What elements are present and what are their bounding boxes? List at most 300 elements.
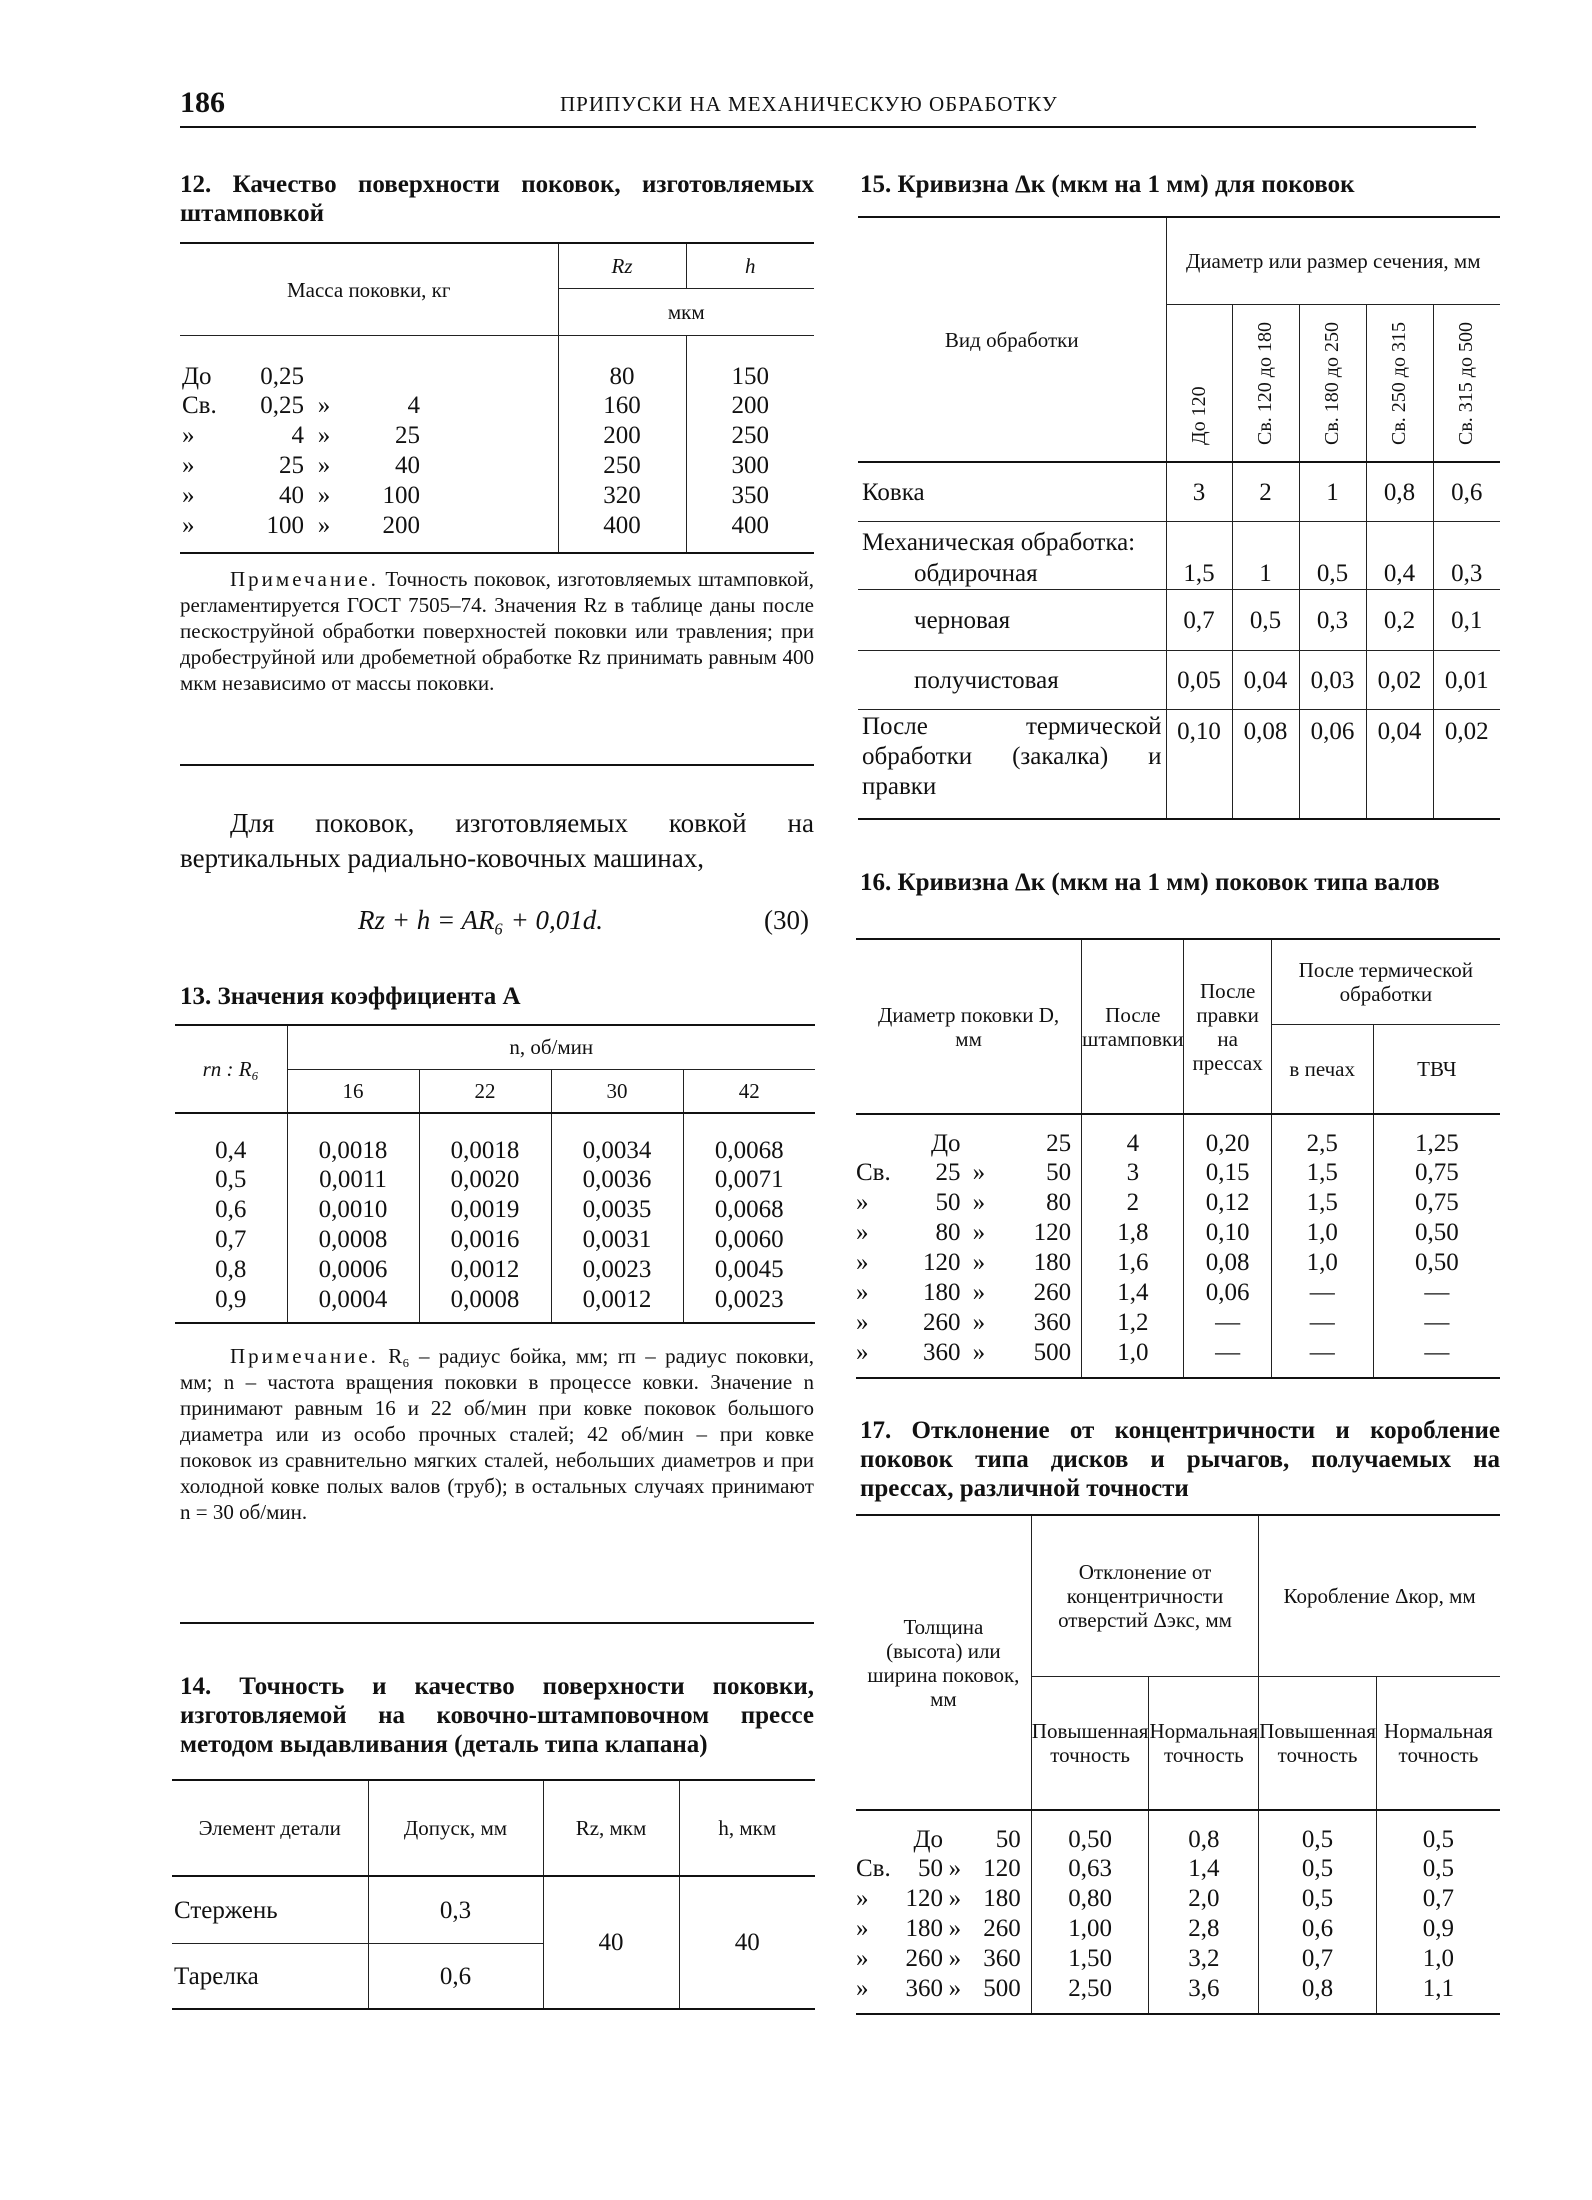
table-12-title: 12. Качество поверхности поковок, изготовляемых штамповкой	[180, 171, 814, 227]
t16-range-to: 360	[1033, 1308, 1072, 1336]
t15-row-kovka-label: Ковка	[862, 478, 925, 506]
t13-note-text: R₆ – радиус бойка, мм; rп – радиус поковки, мм; n – частота вращения поковки в процессе ковки. Значение n принимают равным 16 и 22 об/мин при ковке поковок большого диаметра или из особо прочных сталей; 42 об/мин – при ковке поковок из сравнительно мягких сталей, небольших диаметров и при холодной ковке полых валов (труб); в остальных случаях принимают n = 30 об/мин.	[180, 1344, 815, 1524]
divider	[180, 764, 814, 766]
t16-row	[856, 1157, 1500, 1187]
t12-mass-range	[180, 420, 558, 450]
t16-value: —	[1373, 1277, 1500, 1307]
t14-header-element: Элемент детали	[198, 1816, 341, 1840]
t17-row	[856, 1973, 1500, 2014]
t15-sub-header	[1232, 305, 1299, 463]
t15-cell: 0,4	[1366, 557, 1433, 590]
t16-range-sep: »	[972, 1188, 986, 1216]
t12-mass-part: 200	[382, 511, 420, 539]
t16-value: 0,10	[1184, 1217, 1271, 1247]
t13-value: 0,0008	[419, 1284, 551, 1323]
t12-header-h: h	[686, 243, 814, 289]
t16-value: 0,20	[1184, 1114, 1271, 1157]
t12-row	[180, 390, 814, 420]
t13-value: 0,0016	[419, 1224, 551, 1254]
table-12-note	[180, 566, 814, 696]
t14-h-value: 40	[679, 1876, 815, 2009]
t16-header-press: После правки на прессах	[1184, 939, 1271, 1114]
t12-mass-range	[180, 390, 558, 420]
t16-range-sep	[961, 1114, 998, 1157]
t12-mass-part: »	[317, 481, 331, 509]
t15-cell: 0,5	[1232, 590, 1299, 651]
t12-mass-part: Св.	[182, 391, 217, 419]
t12-rz-value: 250	[558, 450, 686, 480]
t13-value: 0,0006	[287, 1254, 419, 1284]
t16-value: 0,50	[1373, 1217, 1500, 1247]
t12-h-value: 300	[686, 450, 814, 480]
t17-range-to: 500	[983, 1974, 1021, 2002]
t15-cell: 0,08	[1232, 710, 1299, 820]
t16-value: 2,5	[1271, 1114, 1373, 1157]
t12-row	[180, 450, 814, 480]
t17-header-thickness: Толщина (высота) или ширина поковок, мм	[856, 1515, 1031, 1810]
t15-cell: 0,3	[1433, 557, 1500, 590]
t12-rz-value: 160	[558, 390, 686, 420]
running-title: ПРИПУСКИ НА МЕХАНИЧЕСКУЮ ОБРАБОТКУ	[560, 92, 1058, 116]
t13-header-ratio: rп : R₆	[175, 1025, 287, 1113]
t12-mass-part: 100	[266, 511, 304, 539]
t16-value: 1,25	[1373, 1114, 1500, 1157]
t16-range-prefix: Св.	[856, 1158, 891, 1186]
t14-header-tolerance: Допуск, мм	[368, 1780, 543, 1876]
t16-range-to: 25	[1046, 1130, 1072, 1157]
t15-cell: 0,3	[1299, 590, 1366, 651]
t12-mass-part: 0,25	[260, 363, 304, 390]
table-15-title: 15. Кривизна Δк (мкм на 1 мм) для поковок	[860, 171, 1355, 198]
t13-ratio: 0,9	[215, 1285, 247, 1313]
t17-range-sep: »	[948, 1854, 962, 1882]
t13-row	[175, 1254, 815, 1284]
t17-value: 0,8	[1149, 1810, 1259, 1853]
t13-n-value: 16	[287, 1069, 419, 1113]
t14-header-h: h, мкм	[679, 1780, 815, 1876]
t15-row-chern-label: черновая	[914, 606, 1011, 634]
t17-header-dev-norm: Нормальная точность	[1149, 1677, 1259, 1811]
t17-row	[856, 1913, 1500, 1943]
t17-range-from: 360	[905, 1974, 943, 2002]
t12-row	[180, 510, 814, 553]
t17-value: 1,50	[1031, 1943, 1149, 1973]
t16-row	[856, 1187, 1500, 1217]
t17-range-from: До	[913, 1826, 943, 1853]
t12-mass-part: »	[317, 421, 331, 449]
t13-value: 0,0035	[551, 1194, 683, 1224]
t13-value: 0,0011	[287, 1164, 419, 1194]
t12-mass-part: До	[182, 363, 212, 390]
t17-header-warp: Коробление Δкор, мм	[1259, 1515, 1500, 1677]
t15-cell: 0,6	[1433, 462, 1500, 522]
formula-30-number: (30)	[764, 905, 809, 935]
t16-value: —	[1373, 1307, 1500, 1337]
t16-range-to: 50	[1046, 1158, 1072, 1186]
t12-rz-value: 80	[558, 336, 686, 391]
t12-note-lead: Примечание.	[230, 567, 379, 591]
t16-value: 1,0	[1271, 1217, 1373, 1247]
t16-range-sep: »	[972, 1248, 986, 1276]
t17-range-sep	[943, 1810, 967, 1853]
formula-30: Rz + h = AR₆ + 0,01d.	[358, 905, 604, 935]
t16-range-prefix	[856, 1114, 903, 1157]
t14-tol-rod: 0,3	[368, 1876, 543, 1944]
t17-value: 1,1	[1376, 1973, 1500, 2014]
t13-row	[175, 1284, 815, 1323]
table-16-title: 16. Кривизна Δк (мкм на 1 мм) поковок типа валов	[860, 869, 1440, 896]
t16-value: 0,06	[1184, 1277, 1271, 1307]
t13-ratio: 0,5	[215, 1165, 247, 1193]
table-13-note	[180, 1343, 814, 1525]
t12-mass-part: »	[182, 451, 195, 479]
t16-range-from: 25	[935, 1158, 961, 1186]
t12-mass-part: »	[182, 421, 195, 449]
t17-range-to: 260	[983, 1914, 1021, 1942]
t17-value: 2,0	[1149, 1883, 1259, 1913]
t17-value: 0,7	[1259, 1943, 1377, 1973]
t12-mass-part: »	[182, 511, 195, 539]
t17-range-sep: »	[948, 1944, 962, 1972]
t17-value: 0,63	[1031, 1853, 1149, 1883]
t17-range-prefix: »	[856, 1974, 869, 2002]
divider	[180, 1622, 814, 1624]
t15-sub-header-text: До 120	[1187, 386, 1210, 445]
t17-value: 1,4	[1149, 1853, 1259, 1883]
t16-value: 1,4	[1082, 1277, 1184, 1307]
t12-mass-part: 4	[407, 391, 420, 419]
t17-range-to: 50	[995, 1826, 1021, 1853]
t15-cell: 0,04	[1232, 651, 1299, 710]
t16-range-from: 50	[935, 1188, 961, 1216]
t17-value: 3,2	[1149, 1943, 1259, 1973]
t12-rz-value: 200	[558, 420, 686, 450]
table-14	[172, 1779, 815, 2010]
t17-value: 2,8	[1149, 1913, 1259, 1943]
t16-row	[856, 1247, 1500, 1277]
t17-range-prefix	[856, 1810, 897, 1853]
t16-value: 1,6	[1082, 1247, 1184, 1277]
t17-value: 0,8	[1259, 1973, 1377, 2014]
t16-header-ovens: в печах	[1271, 1025, 1373, 1115]
t17-value: 0,5	[1259, 1810, 1377, 1853]
page-number: 186	[180, 86, 225, 119]
t16-value: —	[1271, 1307, 1373, 1337]
t12-mass-part: 40	[279, 481, 304, 509]
t16-range-from: 360	[923, 1338, 961, 1366]
t16-range-from: 260	[923, 1308, 961, 1336]
page-header	[180, 82, 1476, 128]
t12-mass-range	[180, 480, 558, 510]
t12-h-value: 350	[686, 480, 814, 510]
t16-range-to: 500	[1033, 1338, 1072, 1366]
t17-value: 3,6	[1149, 1973, 1259, 2014]
t12-h-value: 400	[686, 510, 814, 553]
t17-range-from: 120	[905, 1884, 943, 1912]
t15-sub-header-text: Св. 120 до 180	[1254, 322, 1276, 445]
t15-cell: 0,03	[1299, 651, 1366, 710]
t17-range-prefix: Св.	[856, 1854, 891, 1882]
t12-mass-part: 4	[291, 421, 304, 449]
t17-header-dev-high: Повышенная точность	[1031, 1677, 1149, 1811]
t13-value: 0,0023	[683, 1284, 815, 1323]
t17-range-sep: »	[948, 1974, 962, 2002]
t17-range-from: 260	[905, 1944, 943, 1972]
t16-value: 1,2	[1082, 1307, 1184, 1337]
t12-rz-value: 320	[558, 480, 686, 510]
t12-header-mass: Масса поковки, кг	[180, 243, 558, 336]
t16-value: 0,75	[1373, 1187, 1500, 1217]
t17-value: 1,0	[1376, 1943, 1500, 1973]
t16-range-prefix: »	[856, 1338, 869, 1366]
t13-value: 0,0010	[287, 1194, 419, 1224]
t16-value: 0,75	[1373, 1157, 1500, 1187]
t13-value: 0,0004	[287, 1284, 419, 1323]
t13-value: 0,0045	[683, 1254, 815, 1284]
t12-header-rz: Rz	[558, 243, 686, 289]
t17-value: 0,5	[1259, 1853, 1377, 1883]
t15-cell: 3	[1166, 462, 1232, 522]
t12-header-unit: мкм	[558, 289, 814, 336]
t15-cell: 0,06	[1299, 710, 1366, 820]
t12-row	[180, 480, 814, 510]
t16-header-stamp: После штамповки	[1082, 939, 1184, 1114]
table-12	[180, 242, 814, 554]
t17-row	[856, 1810, 1500, 1853]
t17-value: 1,00	[1031, 1913, 1149, 1943]
t16-range-from: 120	[923, 1248, 961, 1276]
t16-range-sep: »	[972, 1218, 986, 1246]
paragraph-30-text: Для поковок, изготовляемых ковкой на вертикальных радиально-ковочных машинах,	[180, 808, 814, 873]
t15-cell: 0,5	[1299, 557, 1366, 590]
t16-value: —	[1271, 1277, 1373, 1307]
t12-rz-value: 400	[558, 510, 686, 553]
t16-range-sep: »	[972, 1338, 986, 1366]
t12-mass-part: »	[317, 451, 331, 479]
t15-cell: 1	[1299, 462, 1366, 522]
t17-range-sep: »	[948, 1914, 962, 1942]
t15-cell: 0,02	[1433, 710, 1500, 820]
t16-value: 0,50	[1373, 1247, 1500, 1277]
t13-ratio: 0,7	[215, 1225, 247, 1253]
t13-note-lead: Примечание.	[230, 1344, 379, 1368]
table-16	[856, 938, 1500, 1379]
t15-cell: 1	[1232, 557, 1299, 590]
t16-value: 0,12	[1184, 1187, 1271, 1217]
t12-h-value: 200	[686, 390, 814, 420]
t17-range-from: 180	[905, 1914, 943, 1942]
t17-value: 0,7	[1376, 1883, 1500, 1913]
t17-header-warp-norm: Нормальная точность	[1376, 1677, 1500, 1811]
t12-mass-range	[180, 510, 558, 553]
t17-value: 2,50	[1031, 1973, 1149, 2014]
t15-sub-header	[1366, 305, 1433, 463]
t13-value: 0,0068	[683, 1113, 815, 1164]
t16-value: 1,5	[1271, 1187, 1373, 1217]
t17-range-prefix: »	[856, 1944, 869, 1972]
t12-mass-range	[180, 336, 558, 391]
t15-sub-header-text: Св. 180 до 250	[1321, 322, 1343, 445]
t16-value: 0,15	[1184, 1157, 1271, 1187]
t14-element-rod: Стержень	[174, 1896, 278, 1924]
t17-header-deviation: Отклонение от концентричности отверстий Δэкс, мм	[1031, 1515, 1258, 1677]
t13-value: 0,0018	[287, 1113, 419, 1164]
t16-value: 3	[1082, 1157, 1184, 1187]
t13-row	[175, 1194, 815, 1224]
t15-cell: 0,05	[1166, 651, 1232, 710]
t15-cell: 0,02	[1366, 651, 1433, 710]
t16-value: 1,5	[1271, 1157, 1373, 1187]
t17-range-to: 180	[983, 1884, 1021, 1912]
t13-n-value: 42	[683, 1069, 815, 1113]
t15-mech-label: Механическая обработка:	[862, 529, 1136, 556]
table-13	[175, 1024, 815, 1324]
t16-range-to: 260	[1033, 1278, 1072, 1306]
t17-range-prefix: »	[856, 1914, 869, 1942]
table-15	[858, 216, 1500, 820]
t13-value: 0,0060	[683, 1224, 815, 1254]
t15-sub-header	[1433, 305, 1500, 463]
t15-cell: 0,1	[1433, 590, 1500, 651]
t16-row	[856, 1307, 1500, 1337]
t13-ratio: 0,4	[215, 1137, 247, 1164]
t14-element-plate: Тарелка	[174, 1962, 259, 1990]
t16-value: 1,0	[1082, 1337, 1184, 1378]
t16-range-sep: »	[972, 1158, 986, 1186]
t15-cell: 0,7	[1166, 590, 1232, 651]
t12-mass-part: 25	[395, 421, 420, 449]
t12-mass-part: »	[317, 511, 331, 539]
t15-sub-header-text: Св. 250 до 315	[1388, 322, 1410, 445]
t12-h-value: 250	[686, 420, 814, 450]
t15-cell: 0,01	[1433, 651, 1500, 710]
t15-row-obdir-label: обдирочная	[914, 559, 1038, 587]
t15-row-poluch-label: получистовая	[914, 666, 1059, 694]
t16-range-sep: »	[972, 1278, 986, 1306]
t17-range-sep: »	[948, 1884, 962, 1912]
t13-n-value: 22	[419, 1069, 551, 1113]
t16-value: 4	[1082, 1114, 1184, 1157]
t16-row	[856, 1337, 1500, 1378]
t16-range-prefix: »	[856, 1308, 869, 1336]
t12-mass-part: »	[317, 391, 331, 419]
t13-value: 0,0018	[419, 1113, 551, 1164]
table-14-title: 14. Точность и качество поверхности поковки, изготовляемой на ковочно-штамповочном прессе методом выдавливания (деталь типа клапана)	[180, 1673, 814, 1758]
t13-value: 0,0012	[551, 1284, 683, 1323]
t17-value: 0,5	[1376, 1810, 1500, 1853]
t12-row	[180, 336, 814, 391]
t16-value: —	[1184, 1337, 1271, 1378]
t16-value: 2	[1082, 1187, 1184, 1217]
t16-row	[856, 1217, 1500, 1247]
t16-range-prefix: »	[856, 1278, 869, 1306]
table-17-title: 17. Отклонение от концентричности и коробление поковок типа дисков и рычагов, получаемых на прессах, различной точности	[860, 1417, 1500, 1502]
t17-range-from: 50	[918, 1854, 943, 1882]
t13-value: 0,0008	[287, 1224, 419, 1254]
t17-range-to: 360	[983, 1944, 1021, 1972]
t13-ratio: 0,8	[215, 1255, 247, 1283]
t17-value: 0,5	[1259, 1883, 1377, 1913]
t13-value: 0,0031	[551, 1224, 683, 1254]
t13-value: 0,0012	[419, 1254, 551, 1284]
t13-value: 0,0023	[551, 1254, 683, 1284]
t16-range-prefix: »	[856, 1218, 869, 1246]
t16-value: 1,8	[1082, 1217, 1184, 1247]
t12-mass-part: 40	[395, 451, 420, 479]
t13-value: 0,0071	[683, 1164, 815, 1194]
t12-mass-part: 0,25	[260, 391, 304, 419]
t16-header-term: После термической обработки	[1271, 939, 1500, 1025]
paragraph-30	[180, 806, 814, 876]
t13-ratio: 0,6	[215, 1195, 247, 1223]
t15-sub-header	[1299, 305, 1366, 463]
t17-header-warp-high: Повышенная точность	[1259, 1677, 1377, 1811]
t16-range-to: 80	[1046, 1188, 1072, 1216]
t13-n-value: 30	[551, 1069, 683, 1113]
t14-header-rz: Rz, мкм	[543, 1780, 679, 1876]
t12-mass-part: 100	[382, 481, 420, 509]
t17-value: 0,9	[1376, 1913, 1500, 1943]
t12-mass-range	[180, 450, 558, 480]
t13-header-n: n, об/мин	[287, 1025, 815, 1069]
t12-mass-part: »	[182, 481, 195, 509]
t16-range-from: 180	[923, 1278, 961, 1306]
t13-row	[175, 1224, 815, 1254]
t15-sub-header-text: Св. 315 до 500	[1455, 322, 1478, 445]
t15-header-group: Диаметр или размер сечения, мм	[1166, 217, 1500, 305]
t12-h-value: 150	[686, 336, 814, 391]
t13-value: 0,0019	[419, 1194, 551, 1224]
t17-row	[856, 1883, 1500, 1913]
t17-value: 0,6	[1259, 1913, 1377, 1943]
t14-tol-plate: 0,6	[368, 1944, 543, 2010]
t13-row	[175, 1113, 815, 1164]
t17-row	[856, 1943, 1500, 1973]
t15-cell: 0,10	[1166, 710, 1232, 820]
t17-value: 0,50	[1031, 1810, 1149, 1853]
t16-value: —	[1184, 1307, 1271, 1337]
t16-value: 0,08	[1184, 1247, 1271, 1277]
table-13-title: 13. Значения коэффициента A	[180, 983, 521, 1010]
t16-header-tvch: ТВЧ	[1373, 1025, 1500, 1115]
t17-range-to: 120	[983, 1854, 1021, 1882]
t13-value: 0,0036	[551, 1164, 683, 1194]
t16-header-diameter: Диаметр поковки D, мм	[856, 939, 1082, 1114]
t16-range-prefix: »	[856, 1248, 869, 1276]
t17-value: 0,5	[1376, 1853, 1500, 1883]
t17-range-prefix: »	[856, 1884, 869, 1912]
t16-range-to: 180	[1033, 1248, 1072, 1276]
t16-range-sep: »	[972, 1308, 986, 1336]
t12-note-text: Точность поковок, изготовляемых штамповкой, регламентируется ГОСТ 7505–74. Значения Rz в таблице даны после пескоструйной обработки поверхностей поковки или травления; при дробеструйной или дробеметной обработке Rz принимать равным 400 мкм независимо от массы поковки.	[180, 567, 814, 695]
t16-value: —	[1271, 1337, 1373, 1378]
t15-sub-header	[1166, 305, 1232, 463]
t15-cell: 1,5	[1166, 557, 1232, 590]
t12-mass-part: 25	[279, 451, 304, 479]
t14-rz-value: 40	[543, 1876, 679, 2009]
t16-value: 1,0	[1271, 1247, 1373, 1277]
t16-row	[856, 1114, 1500, 1157]
t15-cell: 0,8	[1366, 462, 1433, 522]
t16-range-from: 80	[935, 1218, 961, 1246]
t17-row	[856, 1853, 1500, 1883]
t13-value: 0,0034	[551, 1113, 683, 1164]
t15-cell: 2	[1232, 462, 1299, 522]
t12-row	[180, 420, 814, 450]
t16-row	[856, 1277, 1500, 1307]
t15-row-term-label: После термической обработки (закалка) и правки	[862, 713, 1162, 800]
t15-cell: 0,2	[1366, 590, 1433, 651]
